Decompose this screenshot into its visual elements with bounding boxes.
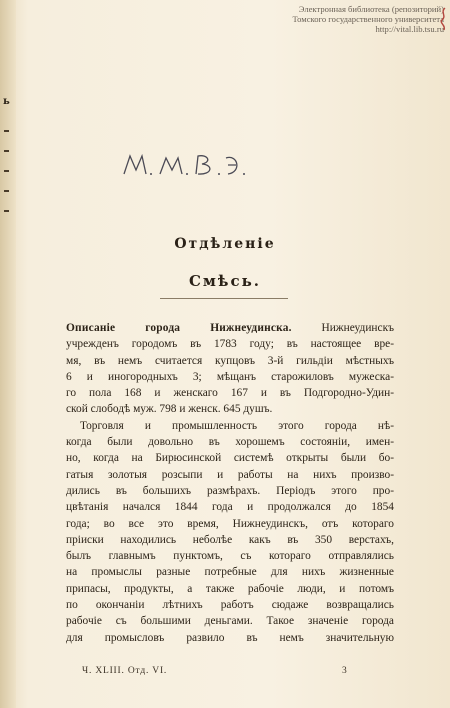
stamp-line: Электронная библиотека (репозиторий): [298, 4, 444, 14]
gutter-mark: [4, 210, 9, 212]
text-line: года; во все это время, Нижнеудинскъ, отъ котораго: [66, 517, 394, 530]
text-line: цвѣтанія начался 1844 года и продолжался до 1854: [66, 501, 394, 514]
text-line: [66, 320, 394, 336]
red-ink-mark: [436, 6, 450, 42]
gutter-mark: [4, 190, 9, 192]
text-fragment: Нижнеудинскъ: [291, 322, 394, 334]
text-line: но, когда на Бирюсинской системѣ открыты были бо-: [66, 452, 394, 465]
signature-mark: Ч. XLIII. Отд. VI.: [82, 666, 168, 676]
gutter-mark: [4, 170, 9, 172]
text-line: гатыя золотыя розсыпи и работы на нихъ произво-: [66, 468, 394, 481]
divider-rule: [160, 298, 288, 299]
text-line: учрежденъ городомъ въ 1783 году; въ настоящее вре-: [66, 338, 394, 351]
handwritten-inscription: [120, 150, 250, 180]
text-line: когда были довольно въ хорошемъ состояніи, имен-: [66, 436, 394, 449]
text-line: припасы, продукты, а также рабочіе люди, и потомъ: [66, 582, 394, 595]
section-heading: Отдѣленіе: [174, 236, 276, 252]
gutter-mark: [4, 150, 9, 152]
library-stamp: [262, 4, 444, 34]
text-line: ской слободѣ муж. 798 и женск. 645 душъ.: [66, 403, 273, 416]
gutter-mark: [4, 130, 9, 132]
text-line: 6 и иногородныхъ 3; мѣщанъ старожиловъ мужеска-: [66, 370, 394, 383]
article-title: Описаніе города Нижнеудинска.: [66, 322, 292, 334]
text-line: го пола 168 и женскаго 167 и въ Подгородно-Удин-: [66, 387, 394, 400]
text-line: дились въ большихъ размѣрахъ. Періодъ этого про-: [66, 484, 394, 497]
stamp-line: Томского государственного университета: [292, 14, 444, 24]
page-number: 3: [342, 666, 347, 676]
text-line: мя, въ немъ считается купцовъ 3-й гильдіи мѣстныхъ: [66, 354, 394, 367]
text-line: былъ главнымъ пунктомъ, съ котораго отправлялись: [66, 550, 394, 563]
text-line: по окончаніи лѣтнихъ работъ сюдаже возвращались: [66, 599, 394, 612]
text-line: рабочіе съ большими деньгами. Такое значеніе города: [66, 615, 394, 628]
article-body: [66, 320, 394, 646]
text-line: пріиски находились неболѣе какъ въ 350 верстахъ,: [66, 533, 394, 546]
binding-gutter: [0, 0, 16, 708]
gutter-fragment: ь: [3, 96, 10, 107]
text-line: Торговля и промышленность этого города нѣ-: [80, 419, 394, 432]
text-line: для промысловъ развило въ немъ значительную: [66, 631, 394, 644]
text-line: на промыслы разные потребные для нихъ жизненные: [66, 566, 394, 579]
stamp-url: http://vital.lib.tsu.ru: [375, 24, 444, 34]
section-subheading: Смѣсь.: [188, 272, 262, 290]
